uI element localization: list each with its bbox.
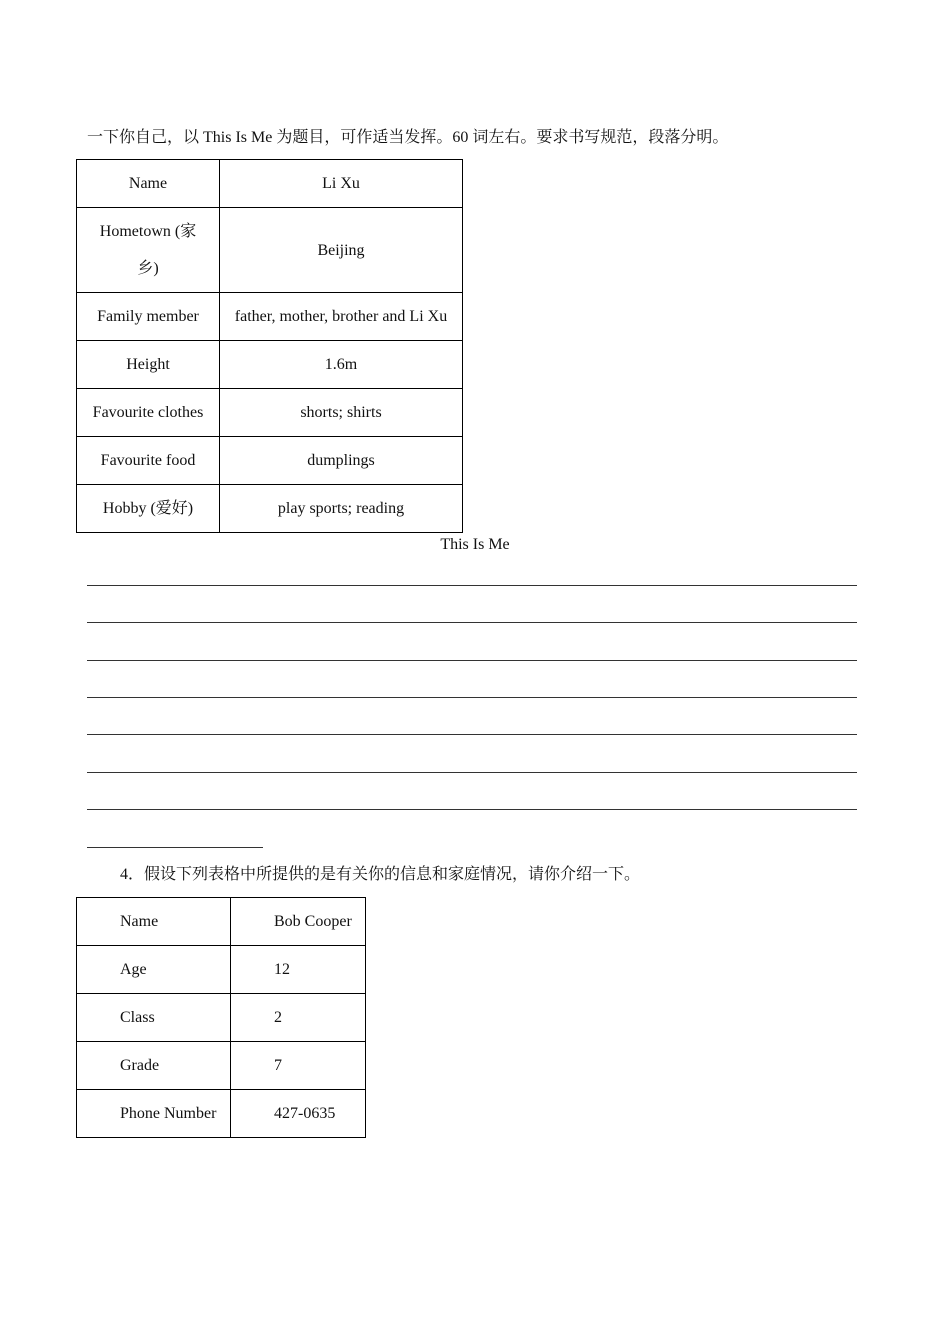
writing-line[interactable]: [87, 660, 857, 661]
row-label: Class: [77, 994, 231, 1042]
row-value: Li Xu: [220, 160, 463, 208]
writing-line[interactable]: [87, 697, 857, 698]
writing-line[interactable]: [87, 772, 857, 773]
row-label: Age: [77, 946, 231, 994]
table-row: [77, 341, 463, 389]
person-info-table: [76, 897, 366, 1138]
row-value: father, mother, brother and Li Xu: [220, 293, 463, 341]
writing-line[interactable]: [87, 809, 857, 810]
table-row: [77, 293, 463, 341]
table-row: [77, 994, 366, 1042]
writing-line[interactable]: [87, 847, 263, 848]
row-value: 427-0635: [231, 1090, 366, 1138]
row-label: Favourite food: [77, 437, 220, 485]
row-label: Favourite clothes: [77, 389, 220, 437]
row-label: [77, 208, 220, 293]
row-label-line: Hometown (家: [99, 223, 197, 240]
row-value: shorts; shirts: [220, 389, 463, 437]
row-label: Name: [77, 160, 220, 208]
row-label: Name: [77, 898, 231, 946]
table-row: [77, 1042, 366, 1090]
table-row: [77, 208, 463, 293]
row-value: 7: [231, 1042, 366, 1090]
row-value: Bob Cooper: [231, 898, 366, 946]
personal-info-table: [76, 159, 463, 533]
table-row: [77, 898, 366, 946]
task-instructions: 一下你自己，以 This Is Me 为题目，可作适当发挥。60 词左右。要求书写规范，段落分明。: [87, 129, 729, 146]
writing-line[interactable]: [87, 734, 857, 735]
row-label: Family member: [77, 293, 220, 341]
table-row: [77, 485, 463, 533]
row-value: 1.6m: [220, 341, 463, 389]
row-label-line: 乡): [137, 260, 159, 277]
row-value: play sports; reading: [220, 485, 463, 533]
table-row: [77, 437, 463, 485]
row-label: Grade: [77, 1042, 231, 1090]
row-label: Hobby (爱好): [77, 485, 220, 533]
writing-line[interactable]: [87, 585, 857, 586]
row-label: Phone Number: [77, 1090, 231, 1138]
row-value: 12: [231, 946, 366, 994]
row-value: Beijing: [220, 208, 463, 293]
row-value: dumplings: [220, 437, 463, 485]
writing-line[interactable]: [87, 622, 857, 623]
table-row: [77, 946, 366, 994]
table-row: [77, 389, 463, 437]
question-4: 4．假设下列表格中所提供的是有关你的信息和家庭情况，请你介绍一下。: [120, 866, 641, 883]
table-row: [77, 160, 463, 208]
row-value: 2: [231, 994, 366, 1042]
row-label: Height: [77, 341, 220, 389]
essay-title: This Is Me: [440, 536, 510, 553]
table-row: [77, 1090, 366, 1138]
